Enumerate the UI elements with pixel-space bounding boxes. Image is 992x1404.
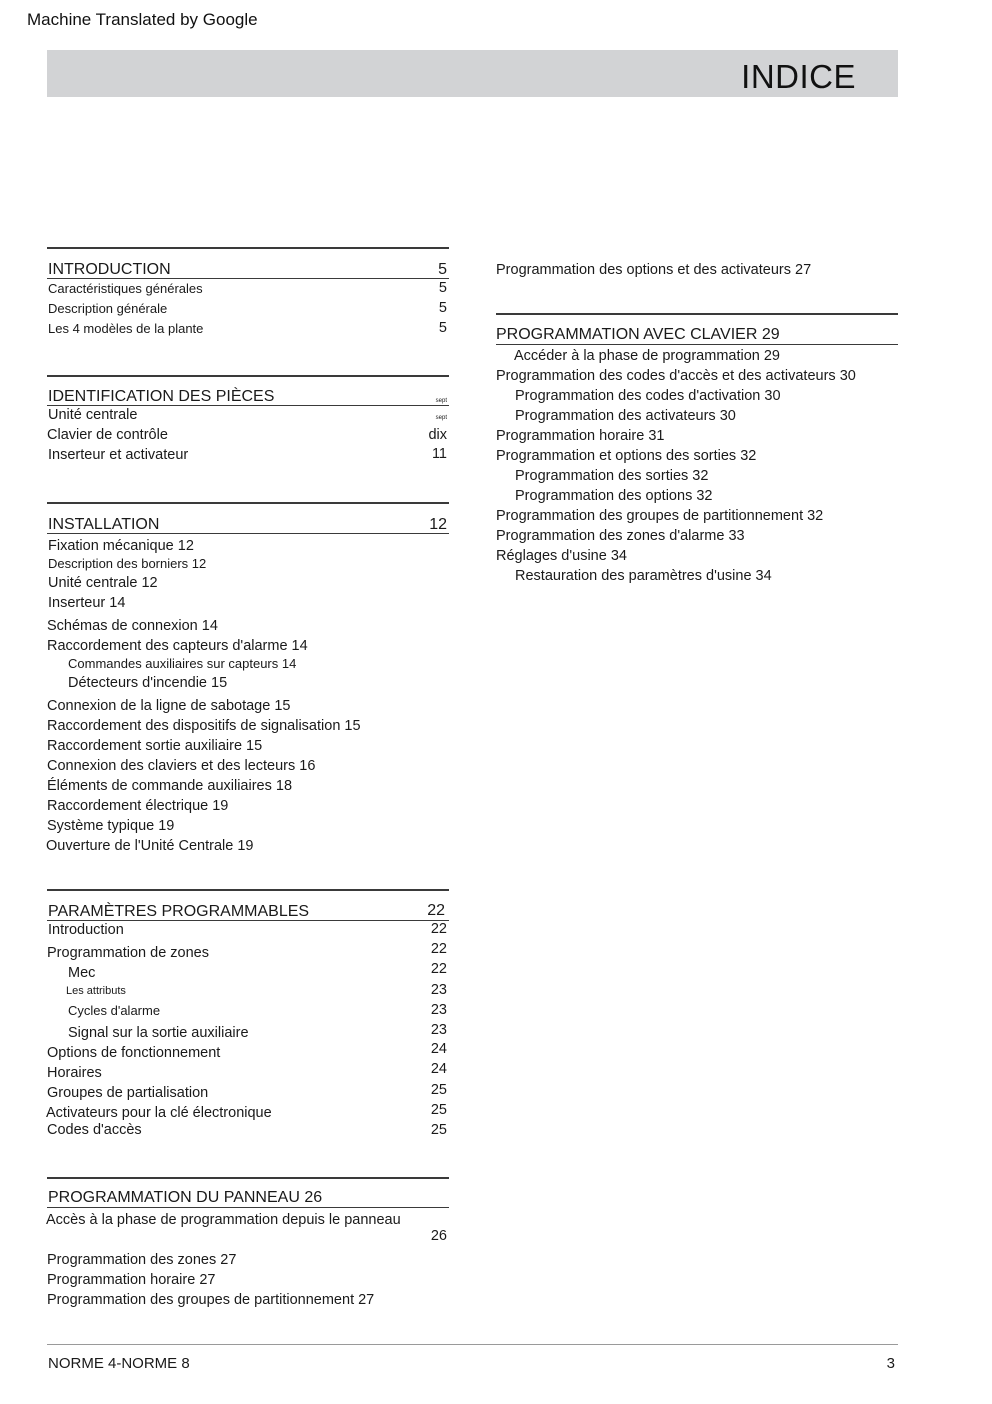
toc-entry: Clavier de contrôle xyxy=(47,427,168,443)
toc-page-number: 23 xyxy=(430,1002,447,1018)
toc-entry: Programmation horaire 27 xyxy=(47,1272,216,1288)
section-page-number: sept xyxy=(435,398,447,404)
toc-subentry: Détecteurs d'incendie 15 xyxy=(68,675,228,691)
toc-entry: Programmation des zones 27 xyxy=(47,1252,237,1268)
toc-page-number: 24 xyxy=(430,1041,447,1057)
toc-entry: Programmation de zones xyxy=(47,945,209,961)
toc-entry: Programmation et options des sorties 32 xyxy=(496,448,757,464)
heading-underline xyxy=(47,1207,449,1208)
toc-entry: Activateurs pour la clé électronique xyxy=(46,1105,272,1121)
heading-underline xyxy=(47,533,449,534)
toc-entry: Programmation des codes d'accès et des activateurs 30 xyxy=(496,368,856,384)
heading-underline xyxy=(496,344,898,345)
section-heading: INSTALLATION xyxy=(48,516,160,533)
toc-subentry: Commandes auxiliaires sur capteurs 14 xyxy=(68,656,297,671)
toc-entry: Programmation des zones d'alarme 33 xyxy=(496,528,745,544)
toc-page-number: 5 xyxy=(438,280,447,296)
toc-entry: Programmation des options et des activateurs 27 xyxy=(496,262,812,278)
section-rule xyxy=(47,889,449,891)
toc-entry: Réglages d'usine 34 xyxy=(496,548,627,564)
page-title: INDICE xyxy=(741,58,856,95)
toc-entry: Unité centrale xyxy=(48,407,138,423)
section-rule xyxy=(47,1177,449,1179)
toc-entry: Unité centrale 12 xyxy=(48,575,158,591)
toc-entry: Raccordement des capteurs d'alarme 14 xyxy=(47,638,308,654)
toc-entry: Raccordement sortie auxiliaire 15 xyxy=(47,738,263,754)
section-heading: INTRODUCTION xyxy=(48,261,171,278)
footer-document-name: NORME 4-NORME 8 xyxy=(48,1355,190,1372)
toc-entry: Ouverture de l'Unité Centrale 19 xyxy=(46,838,254,854)
toc-entry: Éléments de commande auxiliaires 18 xyxy=(47,778,293,794)
toc-entry: Description des borniers 12 xyxy=(48,556,207,571)
machine-translated-watermark: Machine Translated by Google xyxy=(27,10,258,29)
toc-entry: Raccordement des dispositifs de signalisation 15 xyxy=(47,718,361,734)
toc-subentry: Cycles d'alarme xyxy=(68,1003,161,1018)
toc-subentry: Signal sur la sortie auxiliaire xyxy=(68,1025,249,1041)
toc-entry: Fixation mécanique 12 xyxy=(48,538,194,554)
title-bar xyxy=(47,50,898,97)
section-page-number: 22 xyxy=(427,902,445,919)
toc-entry: Les 4 modèles de la plante xyxy=(48,321,204,336)
section-rule xyxy=(47,502,449,504)
section-page-number: 5 xyxy=(438,261,447,278)
toc-page-number: 25 xyxy=(430,1102,447,1118)
toc-subentry: Les attributs xyxy=(66,985,126,997)
heading-underline xyxy=(47,405,449,406)
section-rule xyxy=(496,313,898,315)
toc-page-number: 11 xyxy=(431,446,447,462)
toc-subentry: Programmation des sorties 32 xyxy=(515,468,709,484)
toc-entry: Caractéristiques générales xyxy=(48,281,203,296)
section-rule xyxy=(47,375,449,377)
toc-page-number: 24 xyxy=(430,1061,447,1077)
toc-entry: Codes d'accès xyxy=(47,1122,142,1138)
toc-subentry: Accéder à la phase de programmation 29 xyxy=(514,348,780,364)
toc-entry: Inserteur et activateur xyxy=(48,447,189,463)
toc-page-number: 25 xyxy=(430,1122,447,1138)
footer-page-number: 3 xyxy=(886,1355,895,1372)
toc-page-number: 25 xyxy=(430,1082,447,1098)
toc-page-number: 22 xyxy=(430,921,447,937)
toc-subentry: Mec xyxy=(68,965,96,981)
toc-entry: Description générale xyxy=(48,301,168,316)
toc-entry: Connexion des claviers et des lecteurs 16 xyxy=(47,758,316,774)
toc-page-number: 22 xyxy=(430,961,447,977)
footer-rule xyxy=(47,1344,898,1345)
toc-page-number: 22 xyxy=(430,941,447,957)
toc-entry: Options de fonctionnement xyxy=(47,1045,221,1061)
toc-entry: Programmation des groupes de partitionnement 27 xyxy=(47,1292,375,1308)
toc-entry: Accès à la phase de programmation depuis le panneau xyxy=(46,1212,401,1228)
toc-subentry: Restauration des paramètres d'usine 34 xyxy=(515,568,772,584)
section-rule xyxy=(47,247,449,249)
toc-page-number: 5 xyxy=(438,320,447,336)
toc-page-number: 23 xyxy=(430,1022,447,1038)
toc-entry: Programmation des groupes de partitionnement 32 xyxy=(496,508,824,524)
toc-entry: Introduction xyxy=(48,922,124,938)
toc-entry: Système typique 19 xyxy=(47,818,175,834)
toc-page-number: 5 xyxy=(438,300,447,316)
toc-subentry: Programmation des options 32 xyxy=(515,488,713,504)
section-heading: PROGRAMMATION DU PANNEAU 26 xyxy=(48,1189,323,1206)
section-heading: PROGRAMMATION AVEC CLAVIER 29 xyxy=(496,326,780,343)
section-page-number: 12 xyxy=(429,516,447,533)
toc-entry: Inserteur 14 xyxy=(48,595,126,611)
toc-entry: Connexion de la ligne de sabotage 15 xyxy=(47,698,291,714)
toc-page-number: sept xyxy=(435,415,447,421)
toc-entry: Raccordement électrique 19 xyxy=(47,798,229,814)
heading-underline xyxy=(47,920,449,921)
toc-subentry: Programmation des codes d'activation 30 xyxy=(515,388,781,404)
toc-page-number: 26 xyxy=(430,1228,447,1244)
heading-underline xyxy=(47,278,449,279)
toc-page-number: dix xyxy=(428,427,447,443)
toc-subentry: Programmation des activateurs 30 xyxy=(515,408,736,424)
toc-entry: Groupes de partialisation xyxy=(47,1085,209,1101)
toc-entry: Schémas de connexion 14 xyxy=(47,618,218,634)
toc-page-number: 23 xyxy=(430,982,447,998)
toc-entry: Horaires xyxy=(47,1065,102,1081)
section-heading: IDENTIFICATION DES PIÈCES xyxy=(48,388,275,405)
toc-entry: Programmation horaire 31 xyxy=(496,428,665,444)
section-heading: PARAMÈTRES PROGRAMMABLES xyxy=(48,903,310,920)
